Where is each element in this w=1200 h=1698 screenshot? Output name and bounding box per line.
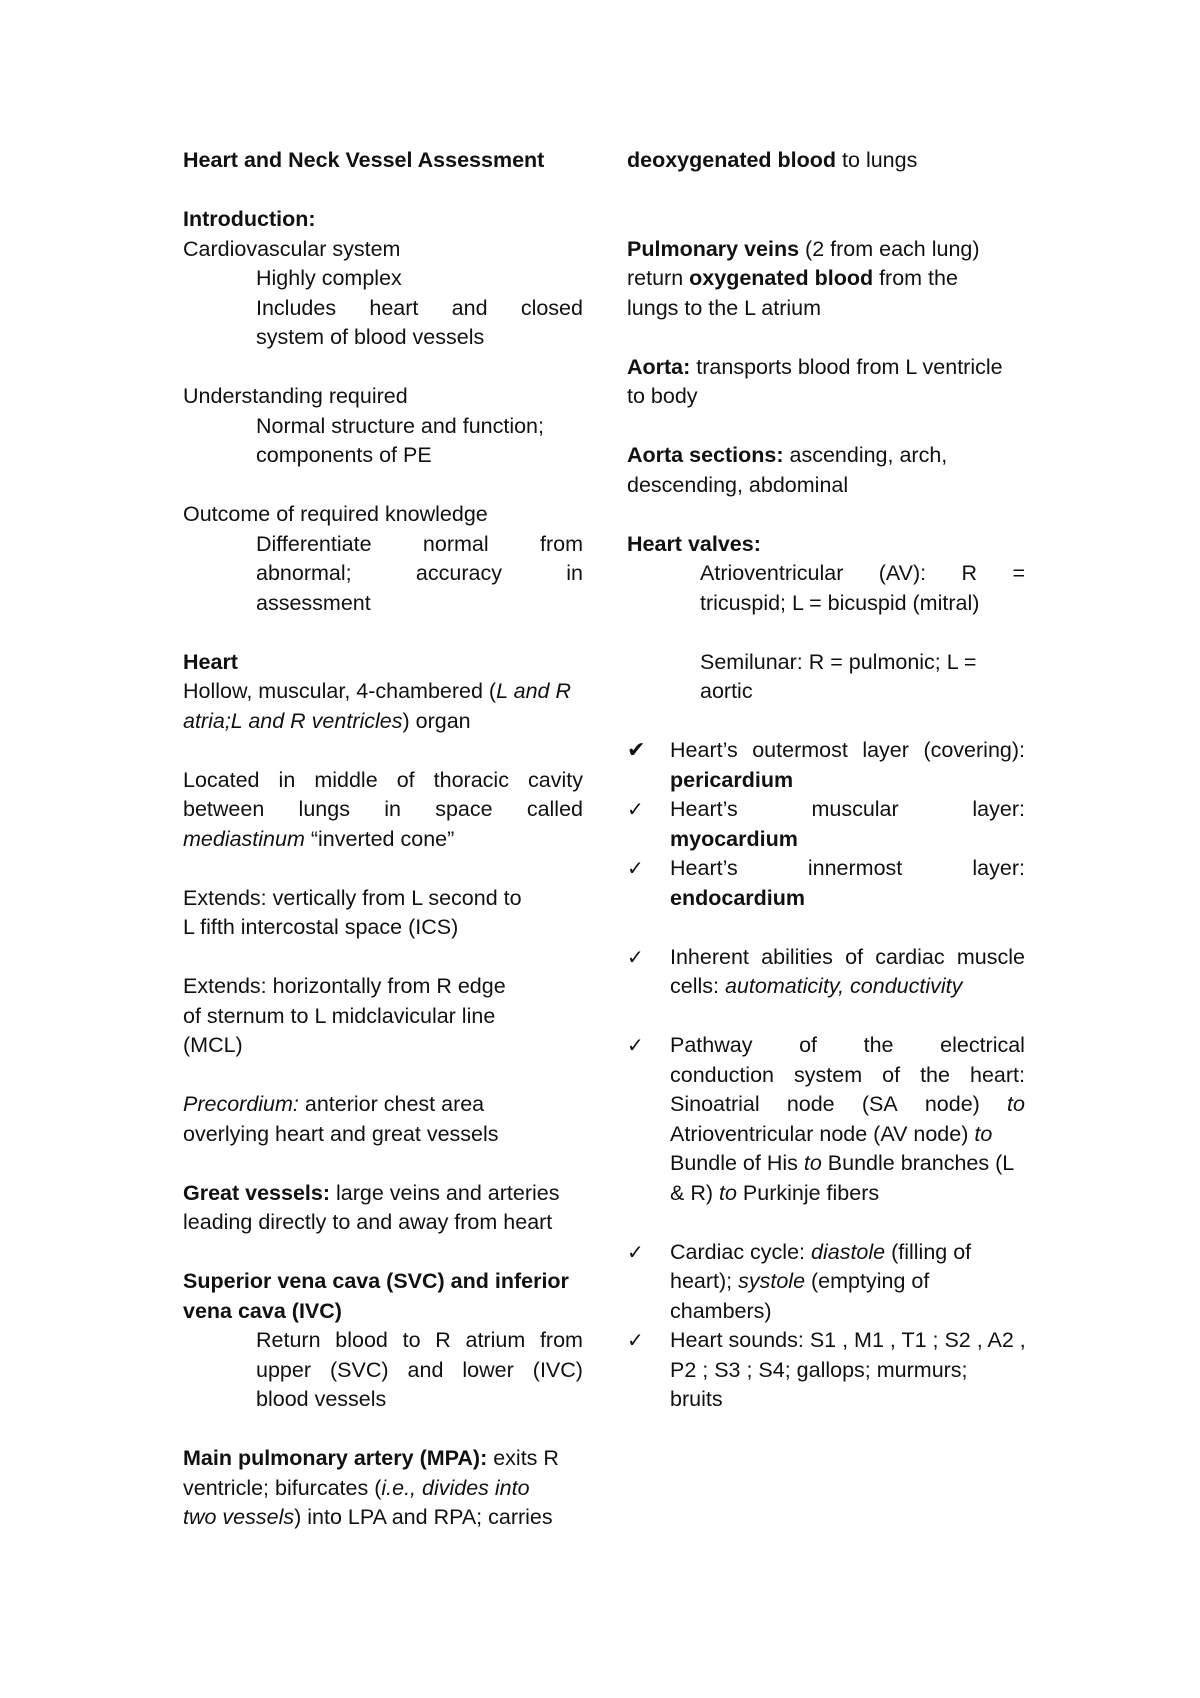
precordium-cont: overlying heart and great vessels (183, 1121, 499, 1146)
outcome-label: Outcome of required knowledge (183, 502, 488, 526)
checkmark-icon: ✓ (627, 797, 644, 821)
cv-system-label: Cardiovascular system (183, 236, 401, 261)
extends-horizontal-cont: of sternum to L midclavicular line (183, 1003, 496, 1028)
understanding-item: Normal structure and function; (256, 413, 544, 438)
svc-heading-cont: vena cava (IVC) (183, 1298, 342, 1323)
mpa-cont: ventricle; bifurcates (i.e., divides into (183, 1475, 530, 1500)
checkmark-icon: ✓ (627, 856, 644, 880)
svc-item-end: blood vessels (256, 1387, 387, 1411)
document-title: Heart and Neck Vessel Assessment (183, 148, 545, 172)
check-item-innermost: ✓ Heart’s innermost layer: endocardium (627, 856, 1025, 910)
cv-item-cont: system of blood vessels (256, 325, 485, 349)
understanding-item-cont: components of PE (256, 443, 432, 467)
check-item-abilities: ✓ Inherent abilities of cardiac muscle cells: automaticity, conductivity (627, 944, 1025, 998)
outcome-item-end: assessment (256, 590, 371, 615)
av-valve-cont: tricuspid; L = bicuspid (mitral) (700, 590, 980, 615)
location-line-3: mediastinum “inverted cone” (183, 826, 455, 851)
aorta: Aorta: transports blood from L ventricle (627, 354, 1003, 379)
mpa-continuation: deoxygenated blood to lungs (627, 148, 918, 172)
svc-item: Return blood to R atrium from (256, 1328, 583, 1352)
extends-vertical-cont: L fifth intercostal space (ICS) (183, 915, 459, 939)
semilunar-valve: Semilunar: R = pulmonic; L = (700, 649, 977, 674)
cv-item-justified: Includes heart and closed (256, 295, 583, 320)
checkmark-icon: ✓ (627, 1033, 644, 1057)
checkmark-icon: ✓ (627, 1328, 644, 1352)
outcome-item-cont: abnormal; accuracy in (256, 561, 583, 585)
av-valve: Atrioventricular (AV): R = (700, 561, 1025, 585)
location-line-2: between lungs in space called (183, 797, 583, 821)
semilunar-valve-cont: aortic (700, 679, 753, 703)
location-line-1: Located in middle of thoracic cavity (183, 767, 583, 792)
check-item-muscular: ✓ Heart’s muscular layer: myocardium (627, 797, 1025, 851)
mpa: Main pulmonary artery (MPA): exits R (183, 1446, 559, 1470)
check-item-conduction: ✓ Pathway of the electrical conduction system of the heart: Sinoatrial node (SA node) to Atrioventricular node (AV node) to Bundle of His to Bundle branches (L & R) to Purkinje fibers (627, 1033, 1025, 1205)
left-column (183, 146, 583, 1533)
intro-heading: Introduction: (183, 207, 316, 231)
extends-horizontal: Extends: horizontally from R edge (183, 974, 506, 998)
checkmark-icon: ✓ (627, 944, 644, 969)
check-item-cardiac-cycle: ✓ Cardiac cycle: diastole (filling of heart); systole (emptying of chambers) (627, 1239, 972, 1323)
aorta-cont: to body (627, 384, 698, 408)
svc-item-cont: upper (SVC) and lower (IVC) (256, 1357, 583, 1382)
heart-heading: Heart (183, 649, 238, 674)
understanding-label: Understanding required (183, 384, 408, 408)
pulmonary-veins-cont: return oxygenated blood from the (627, 266, 958, 290)
pulmonary-veins-end: lungs to the L atrium (627, 295, 822, 320)
precordium: Precordium: anterior chest area (183, 1092, 485, 1116)
aorta-sections-cont: descending, abdominal (627, 472, 849, 497)
checkmark-icon: ✔ (627, 738, 646, 763)
valves-heading: Heart valves: (627, 531, 761, 556)
mpa-end: two vessels) into LPA and RPA; carries (183, 1505, 553, 1529)
great-vessels: Great vessels: large veins and arteries (183, 1180, 560, 1205)
outcome-item: Differentiate normal from (256, 531, 583, 556)
check-item-outermost: ✔ Heart’s outermost layer (covering): pericardium (627, 738, 1025, 792)
extends-vertical: Extends: vertically from L second to (183, 885, 522, 910)
cv-item: Highly complex (256, 266, 402, 290)
heart-desc: Hollow, muscular, 4-chambered (L and R (183, 679, 571, 703)
heart-desc-cont: atria;L and R ventricles) organ (183, 708, 471, 733)
svc-heading: Superior vena cava (SVC) and inferior (183, 1269, 569, 1293)
right-column (627, 146, 1025, 1415)
check-item-heart-sounds: ✓ Heart sounds: S1 , M1 , T1 ; S2 , A2 , P2 ; S3 ; S4; gallops; murmurs; bruits (627, 1328, 1026, 1411)
checkmark-icon: ✓ (627, 1239, 644, 1264)
aorta-sections: Aorta sections: ascending, arch, (627, 443, 948, 467)
great-vessels-cont: leading directly to and away from heart (183, 1210, 553, 1234)
pulmonary-veins: Pulmonary veins (2 from each lung) (627, 236, 980, 261)
extends-horizontal-end: (MCL) (183, 1033, 243, 1057)
